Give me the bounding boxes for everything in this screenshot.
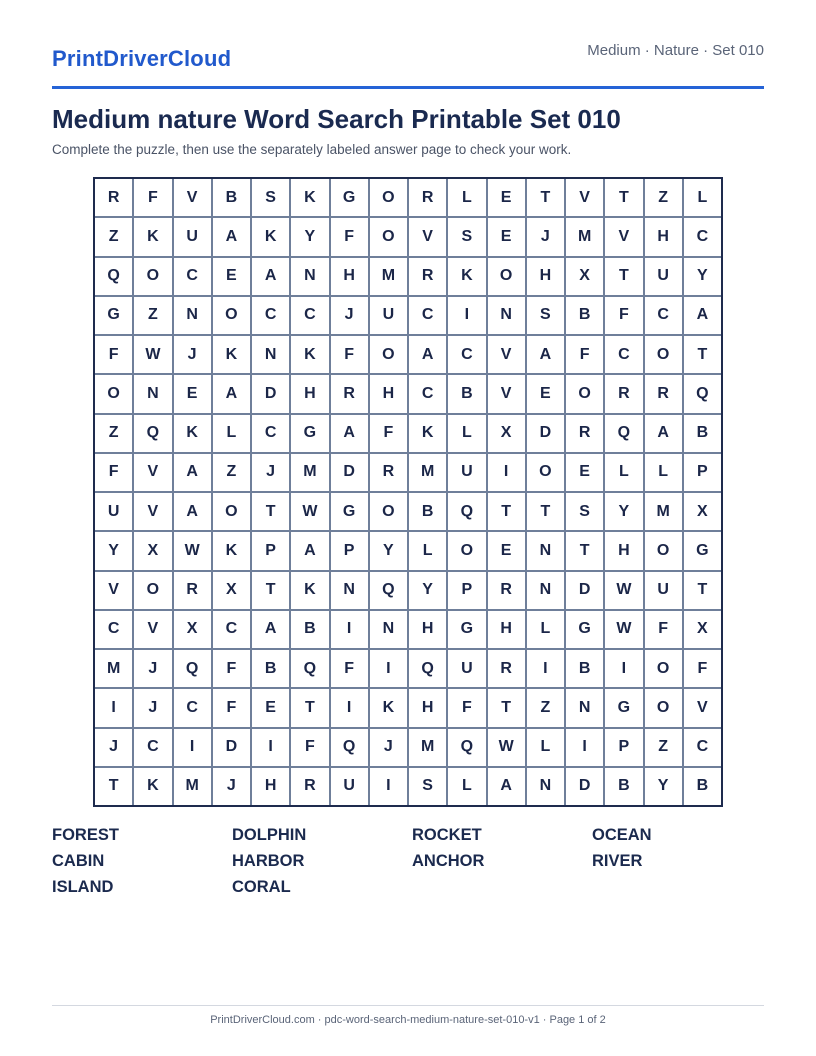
grid-cell: J: [252, 454, 289, 491]
grid-cell: U: [448, 650, 485, 687]
grid-cell: U: [645, 258, 682, 295]
grid-cell: I: [95, 689, 132, 726]
grid-cell: G: [291, 415, 328, 452]
grid-cell: D: [213, 729, 250, 766]
grid-cell: R: [488, 650, 525, 687]
grid-cell: D: [252, 375, 289, 412]
grid-cell: O: [645, 336, 682, 373]
grid-cell: I: [566, 729, 603, 766]
grid-cell: H: [645, 218, 682, 255]
grid-cell: G: [331, 179, 368, 216]
grid-cell: B: [409, 493, 446, 530]
grid-cell: V: [605, 218, 642, 255]
grid-cell: H: [488, 611, 525, 648]
grid-cell: T: [684, 336, 721, 373]
grid-cell: O: [566, 375, 603, 412]
grid-cell: W: [605, 572, 642, 609]
grid-cell: O: [645, 650, 682, 687]
grid-cell: N: [566, 689, 603, 726]
grid-cell: B: [213, 179, 250, 216]
grid-cell: K: [291, 336, 328, 373]
grid-cell: Q: [174, 650, 211, 687]
grid-cell: U: [448, 454, 485, 491]
grid-cell: Q: [134, 415, 171, 452]
grid-cell: B: [448, 375, 485, 412]
grid-cell: J: [174, 336, 211, 373]
grid-cell: O: [134, 572, 171, 609]
grid-cell: F: [291, 729, 328, 766]
grid-cell: G: [95, 297, 132, 334]
grid-cell: L: [527, 611, 564, 648]
grid-cell: J: [213, 768, 250, 805]
grid-cell: Y: [684, 258, 721, 295]
grid-cell: W: [605, 611, 642, 648]
grid-cell: O: [213, 297, 250, 334]
grid-cell: J: [370, 729, 407, 766]
grid-cell: J: [134, 650, 171, 687]
grid-cell: F: [370, 415, 407, 452]
grid-cell: F: [645, 611, 682, 648]
grid-cell: F: [331, 218, 368, 255]
grid-cell: E: [488, 179, 525, 216]
grid-cell: M: [645, 493, 682, 530]
grid-cell: O: [448, 532, 485, 569]
grid-cell: L: [213, 415, 250, 452]
grid-cell: A: [488, 768, 525, 805]
grid-cell: V: [134, 454, 171, 491]
grid-cell: B: [566, 650, 603, 687]
grid-cell: I: [605, 650, 642, 687]
grid-cell: I: [370, 768, 407, 805]
grid-cell: N: [370, 611, 407, 648]
grid-cell: G: [684, 532, 721, 569]
grid-cell: V: [134, 493, 171, 530]
grid-cell: H: [291, 375, 328, 412]
grid-cell: T: [291, 689, 328, 726]
grid-cell: G: [605, 689, 642, 726]
word-list-item: ANCHOR: [412, 852, 485, 870]
grid-cell: B: [684, 768, 721, 805]
grid-cell: N: [252, 336, 289, 373]
grid-cell: Q: [291, 650, 328, 687]
page-title: Medium nature Word Search Printable Set 010: [52, 104, 621, 134]
word-list-item: FOREST: [52, 826, 119, 844]
grid-cell: S: [448, 218, 485, 255]
grid-cell: N: [291, 258, 328, 295]
grid-cell: L: [605, 454, 642, 491]
puzzle-meta: Medium · Nature · Set 010: [587, 42, 764, 59]
grid-cell: E: [252, 689, 289, 726]
word-search-grid: [93, 177, 723, 807]
grid-cell: C: [291, 297, 328, 334]
grid-cell: V: [488, 336, 525, 373]
grid-cell: K: [252, 218, 289, 255]
grid-cell: Y: [605, 493, 642, 530]
grid-cell: B: [605, 768, 642, 805]
grid-cell: A: [213, 375, 250, 412]
grid-cell: I: [174, 729, 211, 766]
grid-cell: Z: [645, 179, 682, 216]
grid-cell: Q: [605, 415, 642, 452]
grid-cell: C: [213, 611, 250, 648]
grid-cell: J: [527, 218, 564, 255]
grid-cell: R: [291, 768, 328, 805]
grid-cell: Z: [95, 218, 132, 255]
grid-cell: C: [252, 297, 289, 334]
grid-cell: T: [684, 572, 721, 609]
grid-cell: Q: [370, 572, 407, 609]
grid-cell: I: [252, 729, 289, 766]
footer-divider: [52, 1005, 764, 1006]
grid-cell: K: [409, 415, 446, 452]
grid-cell: R: [566, 415, 603, 452]
grid-cell: Q: [331, 729, 368, 766]
grid-cell: I: [331, 611, 368, 648]
word-list-item: CORAL: [232, 878, 291, 896]
grid-cell: G: [566, 611, 603, 648]
grid-cell: E: [527, 375, 564, 412]
word-list-item: ISLAND: [52, 878, 114, 896]
grid-cell: O: [645, 689, 682, 726]
grid-cell: K: [174, 415, 211, 452]
grid-cell: K: [213, 336, 250, 373]
grid-cell: B: [291, 611, 328, 648]
grid-cell: F: [331, 336, 368, 373]
grid-cell: F: [95, 336, 132, 373]
grid-cell: F: [566, 336, 603, 373]
grid-cell: Q: [409, 650, 446, 687]
grid-cell: W: [488, 729, 525, 766]
grid-cell: X: [566, 258, 603, 295]
page-footer: PrintDriverCloud.com · pdc-word-search-medium-nature-set-010-v1 · Page 1 of 2: [210, 1014, 606, 1026]
grid-cell: E: [488, 218, 525, 255]
grid-cell: K: [448, 258, 485, 295]
grid-cell: Q: [95, 258, 132, 295]
grid-cell: N: [527, 572, 564, 609]
grid-cell: L: [645, 454, 682, 491]
grid-cell: M: [409, 454, 446, 491]
grid-cell: X: [174, 611, 211, 648]
grid-cell: M: [95, 650, 132, 687]
grid-cell: C: [409, 297, 446, 334]
grid-cell: P: [684, 454, 721, 491]
grid-cell: H: [409, 689, 446, 726]
grid-cell: S: [409, 768, 446, 805]
grid-cell: D: [566, 768, 603, 805]
grid-cell: C: [252, 415, 289, 452]
grid-cell: O: [95, 375, 132, 412]
word-list-item: HARBOR: [232, 852, 305, 870]
grid-cell: R: [95, 179, 132, 216]
grid-cell: N: [527, 768, 564, 805]
grid-cell: H: [605, 532, 642, 569]
grid-cell: Y: [409, 572, 446, 609]
grid-cell: Z: [95, 415, 132, 452]
grid-cell: Z: [213, 454, 250, 491]
grid-cell: T: [252, 572, 289, 609]
grid-cell: F: [331, 650, 368, 687]
grid-cell: O: [488, 258, 525, 295]
grid-cell: O: [645, 532, 682, 569]
grid-cell: D: [331, 454, 368, 491]
grid-cell: O: [527, 454, 564, 491]
grid-cell: T: [95, 768, 132, 805]
grid-cell: J: [95, 729, 132, 766]
grid-cell: M: [174, 768, 211, 805]
grid-cell: R: [370, 454, 407, 491]
grid-cell: C: [684, 729, 721, 766]
grid-cell: U: [95, 493, 132, 530]
grid-cell: V: [134, 611, 171, 648]
grid-cell: K: [291, 572, 328, 609]
grid-cell: A: [527, 336, 564, 373]
grid-cell: H: [527, 258, 564, 295]
word-list-item: DOLPHIN: [232, 826, 307, 844]
grid-cell: O: [134, 258, 171, 295]
grid-cell: P: [448, 572, 485, 609]
grid-cell: C: [174, 258, 211, 295]
grid-cell: O: [213, 493, 250, 530]
grid-cell: L: [527, 729, 564, 766]
grid-cell: T: [605, 258, 642, 295]
grid-cell: V: [174, 179, 211, 216]
grid-cell: R: [409, 258, 446, 295]
grid-cell: O: [370, 493, 407, 530]
grid-cell: K: [134, 768, 171, 805]
grid-cell: E: [488, 532, 525, 569]
grid-cell: A: [252, 611, 289, 648]
word-list-item: RIVER: [592, 852, 643, 870]
grid-cell: Y: [291, 218, 328, 255]
grid-cell: F: [134, 179, 171, 216]
grid-cell: A: [331, 415, 368, 452]
grid-cell: I: [448, 297, 485, 334]
grid-cell: F: [213, 689, 250, 726]
grid-cell: E: [566, 454, 603, 491]
grid-cell: T: [488, 689, 525, 726]
grid-cell: Z: [527, 689, 564, 726]
grid-cell: V: [566, 179, 603, 216]
grid-cell: A: [252, 258, 289, 295]
grid-cell: H: [409, 611, 446, 648]
grid-cell: V: [488, 375, 525, 412]
grid-cell: C: [95, 611, 132, 648]
word-list-item: ROCKET: [412, 826, 482, 844]
word-list-item: OCEAN: [592, 826, 652, 844]
grid-cell: R: [605, 375, 642, 412]
grid-cell: C: [409, 375, 446, 412]
grid-cell: C: [605, 336, 642, 373]
grid-cell: R: [488, 572, 525, 609]
grid-cell: M: [370, 258, 407, 295]
grid-cell: W: [134, 336, 171, 373]
grid-cell: W: [174, 532, 211, 569]
grid-cell: H: [331, 258, 368, 295]
grid-cell: T: [566, 532, 603, 569]
grid-cell: T: [605, 179, 642, 216]
grid-cell: A: [409, 336, 446, 373]
grid-cell: Q: [684, 375, 721, 412]
grid-cell: L: [448, 179, 485, 216]
grid-cell: K: [213, 532, 250, 569]
grid-cell: V: [95, 572, 132, 609]
grid-cell: F: [213, 650, 250, 687]
grid-cell: X: [684, 493, 721, 530]
grid-cell: T: [488, 493, 525, 530]
grid-cell: M: [566, 218, 603, 255]
grid-cell: N: [527, 532, 564, 569]
page-header: [52, 40, 764, 89]
grid-cell: P: [605, 729, 642, 766]
grid-cell: L: [448, 768, 485, 805]
grid-cell: F: [684, 650, 721, 687]
grid-cell: M: [291, 454, 328, 491]
grid-cell: K: [370, 689, 407, 726]
grid-cell: F: [605, 297, 642, 334]
grid-cell: I: [331, 689, 368, 726]
grid-cell: O: [370, 336, 407, 373]
grid-cell: S: [566, 493, 603, 530]
grid-cell: M: [409, 729, 446, 766]
grid-cell: X: [134, 532, 171, 569]
grid-cell: U: [645, 572, 682, 609]
grid-cell: X: [684, 611, 721, 648]
grid-cell: C: [448, 336, 485, 373]
grid-cell: F: [95, 454, 132, 491]
grid-cell: B: [684, 415, 721, 452]
grid-cell: X: [488, 415, 525, 452]
grid-cell: C: [174, 689, 211, 726]
grid-cell: L: [684, 179, 721, 216]
grid-cell: N: [331, 572, 368, 609]
grid-cell: U: [331, 768, 368, 805]
grid-cell: A: [174, 454, 211, 491]
grid-cell: Z: [645, 729, 682, 766]
grid-cell: Y: [95, 532, 132, 569]
grid-cell: W: [291, 493, 328, 530]
grid-cell: O: [370, 218, 407, 255]
grid-cell: N: [488, 297, 525, 334]
grid-cell: E: [174, 375, 211, 412]
grid-cell: A: [684, 297, 721, 334]
grid-cell: U: [174, 218, 211, 255]
grid-cell: H: [252, 768, 289, 805]
grid-cell: R: [409, 179, 446, 216]
grid-cell: N: [134, 375, 171, 412]
grid-cell: G: [331, 493, 368, 530]
grid-cell: A: [645, 415, 682, 452]
grid-cell: H: [370, 375, 407, 412]
grid-cell: U: [370, 297, 407, 334]
grid-cell: J: [134, 689, 171, 726]
grid-cell: A: [174, 493, 211, 530]
grid-cell: C: [684, 218, 721, 255]
grid-cell: S: [527, 297, 564, 334]
grid-cell: R: [174, 572, 211, 609]
grid-cell: V: [684, 689, 721, 726]
grid-cell: L: [448, 415, 485, 452]
grid-cell: L: [409, 532, 446, 569]
grid-cell: A: [291, 532, 328, 569]
grid-cell: V: [409, 218, 446, 255]
page-subtitle: Complete the puzzle, then use the separately labeled answer page to check your work.: [52, 142, 572, 157]
grid-cell: Q: [448, 493, 485, 530]
grid-cell: I: [488, 454, 525, 491]
grid-cell: N: [174, 297, 211, 334]
grid-cell: T: [527, 493, 564, 530]
grid-cell: B: [252, 650, 289, 687]
grid-cell: J: [331, 297, 368, 334]
letter-grid: [95, 179, 721, 805]
grid-cell: Y: [370, 532, 407, 569]
grid-cell: E: [213, 258, 250, 295]
grid-cell: P: [252, 532, 289, 569]
grid-cell: S: [252, 179, 289, 216]
grid-cell: K: [134, 218, 171, 255]
grid-cell: O: [370, 179, 407, 216]
grid-cell: F: [448, 689, 485, 726]
word-list-item: CABIN: [52, 852, 105, 870]
grid-cell: C: [645, 297, 682, 334]
grid-cell: R: [645, 375, 682, 412]
grid-cell: Q: [448, 729, 485, 766]
grid-cell: T: [252, 493, 289, 530]
grid-cell: K: [291, 179, 328, 216]
grid-cell: I: [527, 650, 564, 687]
grid-cell: T: [527, 179, 564, 216]
grid-cell: Z: [134, 297, 171, 334]
grid-cell: Y: [645, 768, 682, 805]
grid-cell: I: [370, 650, 407, 687]
grid-cell: R: [331, 375, 368, 412]
grid-cell: A: [213, 218, 250, 255]
brand-logo: PrintDriverCloud: [52, 46, 232, 71]
grid-cell: D: [527, 415, 564, 452]
grid-cell: G: [448, 611, 485, 648]
grid-cell: X: [213, 572, 250, 609]
word-list: [52, 826, 772, 897]
grid-cell: D: [566, 572, 603, 609]
grid-cell: P: [331, 532, 368, 569]
grid-cell: B: [566, 297, 603, 334]
grid-cell: C: [134, 729, 171, 766]
